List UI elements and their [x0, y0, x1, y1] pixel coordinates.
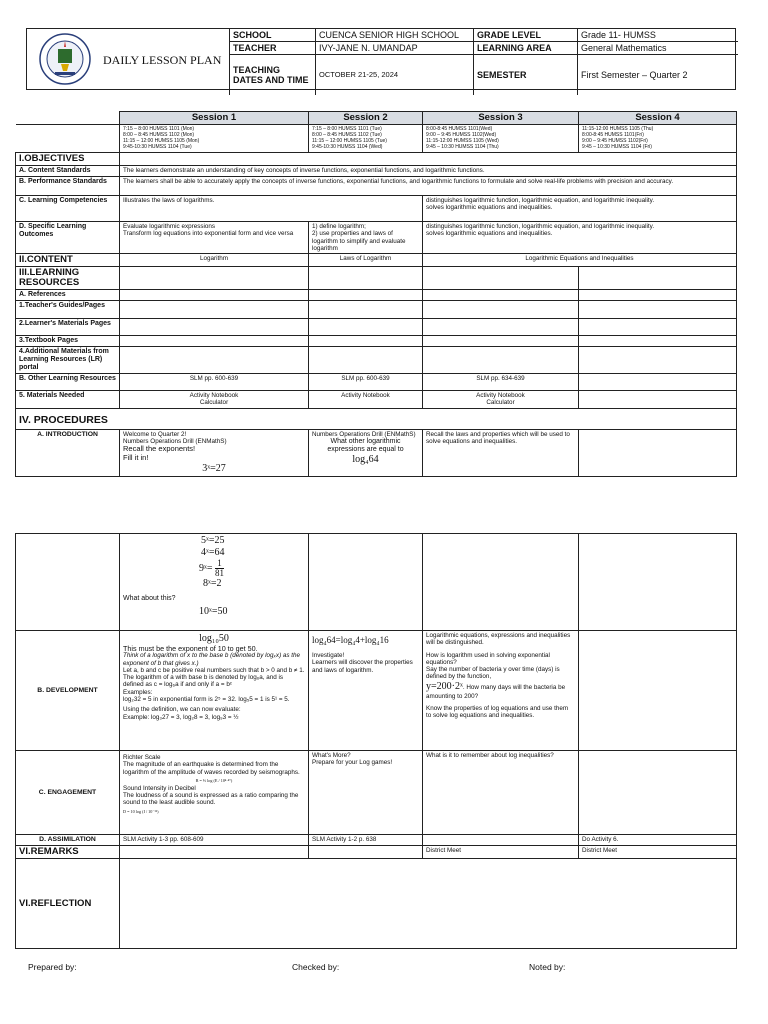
- procedures-heading: IV. PROCEDURES: [19, 413, 108, 426]
- school-seal-logo: [39, 33, 91, 85]
- content-s2: Laws of Logarithm: [309, 254, 423, 267]
- materials-s1: Activity Notebook Calculator: [120, 391, 309, 409]
- session-4-schedule: 11:15-12:00 HUMSS 1105 (Thu) 8:00-8:45 HUMSS 1101(Fri) 9:00 – 9:45 HUMSS 1102(Fri) 9:45 – 10:30 HUMSS 1104 (Fri): [579, 125, 737, 153]
- specific-outcomes-s2: 1) define logarithm; 2) use properties and laws of logarithm to simplify and evaluate logarithm: [309, 222, 423, 254]
- header-info-table: [229, 29, 738, 95]
- lesson-plan-table-page2: [15, 533, 737, 949]
- dev-s3-line-a: Logarithmic equations, expressions and inequalities will be distinguished.: [426, 632, 571, 647]
- specific-outcomes-s34: distinguishes logarithmic function, logarithmic equation, and logarithmic inequality. solves logarithmic equations and inequalities.: [423, 222, 737, 254]
- decibel-formula: D = 10 log (I / 10⁻¹²): [123, 808, 159, 814]
- eng-s3-text: What is it to remember about log inequalities?: [423, 751, 579, 835]
- remarks-s4: District Meet: [579, 846, 737, 859]
- what-about-text: What about this?: [123, 595, 176, 602]
- teacher-value: IVY-JANE N. UMANDAP: [316, 42, 474, 55]
- session-2-header: Session 2: [309, 112, 423, 125]
- engagement-label: C. ENGAGEMENT: [16, 751, 120, 835]
- intro-s1-text: Welcome to Quarter 2! Numbers Operations Drill (ENMathS): [123, 430, 227, 446]
- eng-s1-richter: Richter Scale The magnitude of an earthquake is determined from the logarithm of the amplitude of waves recorded by seismographs.: [123, 754, 300, 776]
- assimilation-label: D. ASSIMILATION: [16, 835, 120, 846]
- session-1-schedule: 7:15 – 8:00 HUMSS 1101 (Mon) 8:00 – 8:45 HUMSS 1102 (Mon) 11:15 – 12:00 HUMSS 1105 (Mon) 9:45-10:30 HUMSS 1104 (Tue): [120, 125, 309, 153]
- semester-value: First Semester – Quarter 2: [578, 55, 738, 95]
- drill-eq-4: 8ˣ=2: [203, 578, 222, 589]
- dev-s3-line-c: . How many days will the bacteria be amounting to 200?: [426, 683, 566, 700]
- assim-s1: SLM Activity 1-3 pp. 608-609: [120, 835, 309, 846]
- school-value: CUENCA SENIOR HIGH SCHOOL: [316, 29, 474, 42]
- session-1-header: Session 1: [120, 112, 309, 125]
- drill-eq-3-num: 1: [215, 559, 224, 569]
- dev-s3-line-d: Know the properties of log equations and use them to solve log equations and inequalities.: [426, 705, 569, 720]
- intro-s2-equation: log₄64: [352, 454, 379, 466]
- drill-eq-1: 5ˣ=25: [201, 535, 225, 546]
- other-resources-label: B. Other Learning Resources: [16, 374, 120, 391]
- school-label: SCHOOL: [230, 29, 316, 42]
- noted-by-label: Noted by:: [529, 962, 566, 972]
- materials-s3: Activity Notebook Calculator: [423, 391, 579, 409]
- intro-s3-text: Recall the laws and properties which will be used to solve equations and inequalities.: [423, 429, 579, 477]
- performance-standards-text: The learners shall be able to accurately apply the concepts of inverse functions, exponential functions, and logarithmic functions to formulate and solve real-life problems with precision and accuracy.: [120, 177, 737, 196]
- assim-s2: SLM Activity 1-2 p. 638: [309, 835, 423, 846]
- area-value: General Mathematics: [578, 42, 738, 55]
- dev-s3-line-b: How is logarithm used in solving exponential equations? Say the number of bacteria y over time (days) is defined by the function,: [426, 651, 560, 681]
- checked-by-label: Checked by:: [292, 962, 340, 972]
- content-standards-label: A. Content Standards: [16, 166, 120, 177]
- document-title: DAILY LESSON PLAN: [103, 53, 222, 67]
- lesson-plan-table-page1: [15, 111, 737, 477]
- session-3-schedule: 8:00-8:45 HUMSS 1101(Wed) 9:00 – 9:45 HUMSS 1102(Wed) 11:15-12:00 HUMSS 1105 (Wed) 9:45 – 10:30 HUMSS 1104 (Thu): [423, 125, 579, 153]
- additional-materials-label: 4.Additional Materials from Learning Resources (LR) portal: [16, 347, 120, 374]
- materials-s2: Activity Notebook: [309, 391, 423, 409]
- objectives-heading: I.OBJECTIVES: [16, 153, 120, 166]
- intro-s2-text: Numbers Operations Drill (ENMathS): [312, 430, 416, 438]
- assim-s4: Do Activity 6.: [579, 835, 737, 846]
- dev-s1-equation: log₁₀50: [199, 633, 229, 644]
- area-label: LEARNING AREA: [474, 42, 578, 55]
- references-label: A. References: [16, 290, 120, 301]
- materials-needed-label: 5. Materials Needed: [16, 391, 120, 409]
- content-standards-text: The learners demonstrate an understanding of key concepts of inverse functions, exponential functions, and logarithmic functions.: [120, 166, 737, 177]
- learning-competencies-label: C. Learning Competencies: [16, 196, 120, 222]
- drill-eq-3-lhs: 9ˣ=: [199, 562, 213, 574]
- session-2-schedule: 7:15 – 8:00 HUMSS 1101 (Tue) 8:00 – 8:45 HUMSS 1102 (Tue) 11:15 – 12:00 HUMSS 1105 (Tue) 9:45-10:30 HUMSS 1104 (Wed): [309, 125, 423, 153]
- content-s34: Logarithmic Equations and Inequalities: [423, 254, 737, 267]
- remarks-label: VI.REMARKS: [16, 846, 120, 859]
- drill-eq-3-den: 81: [215, 568, 225, 578]
- semester-label: SEMESTER: [474, 55, 578, 95]
- drill-eq-5: 10ˣ=50: [199, 606, 228, 618]
- dev-s2-equation: log₄64=log₄4+log₄16: [312, 635, 389, 645]
- performance-standards-label: B. Performance Standards: [16, 177, 120, 196]
- dev-s1-line-c: Let a, b and c be positive real numbers such that b > 0 and b ≠ 1. The logarithm of a with base b is denoted by log₆a, and is defined as c = log₆a if and only if a = bᶜ: [123, 666, 305, 689]
- dev-s1-line-e: Using the definition, we can now evaluate: Example: log₃27 = 3, log₂8 = 3, log₉3 = ½: [123, 706, 241, 721]
- resources-heading: III.LEARNING RESOURCES: [16, 267, 120, 290]
- grade-value: Grade 11- HUMSS: [578, 29, 738, 42]
- introduction-label: A. INTRODUCTION: [16, 429, 120, 477]
- drill-eq-3-fraction: [215, 559, 224, 578]
- intro-s1-recall: Recall the exponents! Fill it in!: [123, 444, 196, 462]
- dates-value: OCTOBER 21-25, 2024: [316, 55, 474, 95]
- richter-formula: R = ⅔ log (E / 10⁴·⁴⁰): [195, 777, 233, 783]
- textbook-pages-label: 3.Textbook Pages: [16, 336, 120, 347]
- specific-outcomes-label: D. Specific Learning Outcomes: [16, 222, 120, 254]
- prepared-by-label: Prepared by:: [28, 962, 77, 972]
- drill-eq-2: 4ˣ=64: [201, 547, 225, 558]
- eng-s2-text: What's More? Prepare for your Log games!: [309, 751, 423, 835]
- intro-s2-question: What other logarithmic expressions are equal to: [327, 438, 404, 454]
- dev-s1-line-b: Think of a logarithm of x to the base b (denoted by logₓx) as the exponent of b that gives x.): [123, 652, 301, 667]
- other-resources-s3: SLM pp. 634-639: [423, 374, 579, 391]
- remarks-s3: District Meet: [423, 846, 579, 859]
- intro-s1-equation: 3ˣ=27: [202, 463, 226, 475]
- dev-s2-text: Investigate! Learners will discover the properties and laws of logarithm.: [312, 652, 413, 674]
- content-heading: II.CONTENT: [16, 254, 120, 267]
- teacher-label: TEACHER: [230, 42, 316, 55]
- content-s1: Logarithm: [120, 254, 309, 267]
- dev-s3-equation: y=200·2ˣ: [426, 680, 463, 692]
- learning-competencies-s12: Illustrates the laws of logarithms.: [120, 196, 423, 222]
- other-resources-s2: SLM pp. 600-639: [309, 374, 423, 391]
- other-resources-s1: SLM pp. 600-639: [120, 374, 309, 391]
- grade-label: GRADE LEVEL: [474, 29, 578, 42]
- eng-s1-decibel: Sound Intensity in Decibel The loudness of a sound is expressed as a ratio comparing the sound to the least audible sound.: [123, 784, 299, 807]
- session-3-header: Session 3: [423, 112, 579, 125]
- dates-label: TEACHING DATES AND TIME: [230, 55, 316, 95]
- dev-s1-line-a: This must be the exponent of 10 to get 50.: [123, 644, 258, 653]
- learners-materials-label: 2.Learner's Materials Pages: [16, 319, 120, 336]
- header-block: [26, 28, 736, 90]
- development-label: B. DEVELOPMENT: [16, 631, 120, 751]
- reflection-label: VI.REFLECTION: [16, 859, 120, 949]
- learning-competencies-s34: distinguishes logarithmic function, logarithmic equation, and logarithmic inequality. solves logarithmic equations and inequalities.: [423, 196, 737, 222]
- session-4-header: Session 4: [579, 112, 737, 125]
- dev-s1-line-d: Examples: log₂32 = 5 in exponential form is 2⁵ = 32. log₅5 = 1 is 5¹ = 5.: [123, 688, 290, 704]
- specific-outcomes-s1: Evaluate logarithmic expressions Transform log equations into exponential form and vice versa: [120, 222, 309, 254]
- teachers-guides-label: 1.Teacher's Guides/Pages: [16, 301, 120, 319]
